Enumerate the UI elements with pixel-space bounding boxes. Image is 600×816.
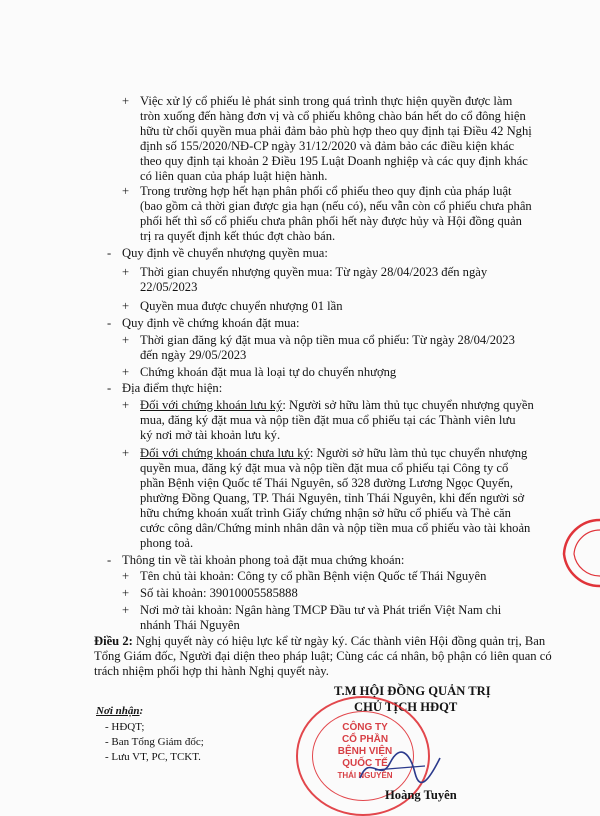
- text-line: phường Đồng Quang, TP. Thái Nguyên, tỉnh Thái Nguyên, khi đến người sở: [140, 491, 525, 505]
- text-line: theo quy định tại khoản 2 Điều 195 Luật Doanh nghiệp và các quy định khác: [140, 154, 528, 168]
- plus-bullet: +: [122, 586, 130, 600]
- dash-bullet: -: [107, 553, 112, 567]
- dash-bullet: -: [107, 246, 112, 260]
- plus-bullet: +: [122, 398, 130, 412]
- underlined-term: Đối với chứng khoán chưa lưu ký: [140, 446, 310, 460]
- text-line: Chứng khoán đặt mua là loại tự do chuyển nhượng: [140, 365, 397, 379]
- plus-bullet: +: [122, 333, 130, 347]
- underlined-term: Đối với chứng khoán lưu ký: [140, 398, 283, 412]
- signature-role: CHỦ TỊCH HĐQT: [354, 700, 458, 714]
- text-line: Tên chủ tài khoản: Công ty cổ phần Bệnh viện Quốc tế Thái Nguyên: [140, 569, 487, 583]
- seal-text: CÔNG TY: [342, 722, 388, 733]
- plus-bullet: +: [122, 365, 130, 379]
- seal-text: THÁI NGUYÊN: [337, 771, 393, 780]
- section-heading: Quy định về chuyển nhượng quyền mua:: [122, 246, 328, 260]
- text-line: phối hết thì số cổ phiếu chưa phân phối hết này được hủy và Hội đồng quản: [140, 214, 522, 228]
- text-line: trị ra quyết định kết thúc đợt chào bán.: [140, 229, 336, 243]
- text-line: có liên quan của pháp luật hiện hành.: [140, 169, 328, 183]
- text-line: mua, đăng ký đặt mua và nộp tiền đặt mua cổ phiếu tại các Thành viên lưu: [140, 413, 516, 427]
- seal-text: BỆNH VIỆN: [337, 746, 393, 757]
- text-line: hữu từ chối quyền mua phải đảm bảo phù hợp theo quy định tại Điều 42 Nghị: [140, 124, 532, 138]
- text-line: Đối với chứng khoán lưu ký: Người sở hữu làm thủ tục chuyển nhượng quyền: [140, 398, 534, 412]
- text-line: Việc xử lý cổ phiếu lẻ phát sinh trong quá trình thực hiện quyền được làm: [140, 94, 513, 108]
- text-line: cước công dân/Chứng minh nhân dân và nộp tiền mua cổ phiếu vào tài khoản: [140, 521, 531, 535]
- text-line: định số 155/2020/NĐ-CP ngày 31/12/2020 và đảm bảo các điều kiện khác: [140, 139, 515, 153]
- recipient-item: - Lưu VT, PC, TCKT.: [105, 751, 201, 763]
- plus-bullet: +: [122, 265, 130, 279]
- plus-bullet: +: [122, 569, 130, 583]
- text-line: phong toả.: [140, 536, 194, 550]
- recipients-title: Nơi nhận:: [96, 705, 144, 717]
- text-line: 22/05/2023: [140, 280, 198, 294]
- seal-text: CỔ PHẦN: [341, 734, 389, 745]
- section-heading: Thông tin về tài khoản phong toả đặt mua chứng khoán:: [122, 553, 405, 567]
- text-line: hữu chứng khoán xuất trình Giấy chứng nhận sở hữu cổ phiếu và Thẻ căn: [140, 506, 511, 520]
- text-line: phần Bệnh viện Quốc tế Thái Nguyên, số 328 đường Lương Ngọc Quyến,: [140, 476, 514, 490]
- recipient-item: - HĐQT;: [105, 721, 145, 733]
- plus-bullet: +: [122, 94, 130, 108]
- section-heading: Địa điểm thực hiện:: [122, 381, 223, 395]
- text-line: Số tài khoản: 39010005585888: [140, 586, 298, 600]
- text-line: Nơi mở tài khoản: Ngân hàng TMCP Đầu tư và Phát triển Việt Nam chi: [140, 603, 502, 617]
- article-label: Điều 2:: [94, 634, 133, 648]
- plus-bullet: +: [122, 299, 130, 313]
- handwritten-signature: [355, 748, 445, 788]
- plus-bullet: +: [122, 184, 130, 198]
- plus-bullet: +: [122, 603, 130, 617]
- dash-bullet: -: [107, 316, 112, 330]
- text-line: nhánh Thái Nguyên: [140, 618, 240, 632]
- signature-org: T.M HỘI ĐỒNG QUẢN TRỊ: [334, 684, 491, 698]
- article-2: Điều 2: Nghị quyết này có hiệu lực kể từ ngày ký. Các thành viên Hội đồng quản trị, Ban: [94, 634, 546, 648]
- text-line: Đối với chứng khoán chưa lưu ký: Người sở hữu làm thủ tục chuyển nhượng: [140, 446, 528, 460]
- seal-text: QUỐC TẾ: [342, 758, 388, 769]
- plus-bullet: +: [122, 446, 130, 460]
- section-heading: Quy định về chứng khoán đặt mua:: [122, 316, 300, 330]
- text-line: Trong trường hợp hết hạn phân phối cổ phiếu theo quy định của pháp luật: [140, 184, 512, 198]
- text-line: Thời gian chuyển nhượng quyền mua: Từ ngày 28/04/2023 đến ngày: [140, 265, 488, 279]
- text-line: Tổng Giám đốc, Người đại diện theo pháp luật; Cùng các cá nhân, bộ phận có liên quan có: [94, 649, 552, 663]
- text-line: đến ngày 29/05/2023: [140, 348, 247, 362]
- text-line: Thời gian đăng ký đặt mua và nộp tiền mua cổ phiếu: Từ ngày 28/04/2023: [140, 333, 515, 347]
- side-seal-fragment: [550, 518, 600, 588]
- signer-name: Hoàng Tuyên: [385, 788, 457, 802]
- text-line: ký nơi mở tài khoản lưu ký.: [140, 428, 281, 442]
- text-line: (bao gồm cả thời gian được gia hạn (nếu có), nếu vẫn còn cổ phiếu chưa phân: [140, 199, 532, 213]
- text-line: tròn xuống đến hàng đơn vị và cổ phiếu không chào bán hết do cổ đông hiện: [140, 109, 526, 123]
- dash-bullet: -: [107, 381, 112, 395]
- text-line: Quyền mua được chuyển nhượng 01 lần: [140, 299, 343, 313]
- recipient-item: - Ban Tổng Giám đốc;: [105, 736, 204, 748]
- text-line: trách nhiệm phối hợp thi hành Nghị quyết này.: [94, 664, 329, 678]
- text-line: quyền mua, đăng ký đặt mua và nộp tiền đặt mua cổ phiếu tại Công ty cổ: [140, 461, 509, 475]
